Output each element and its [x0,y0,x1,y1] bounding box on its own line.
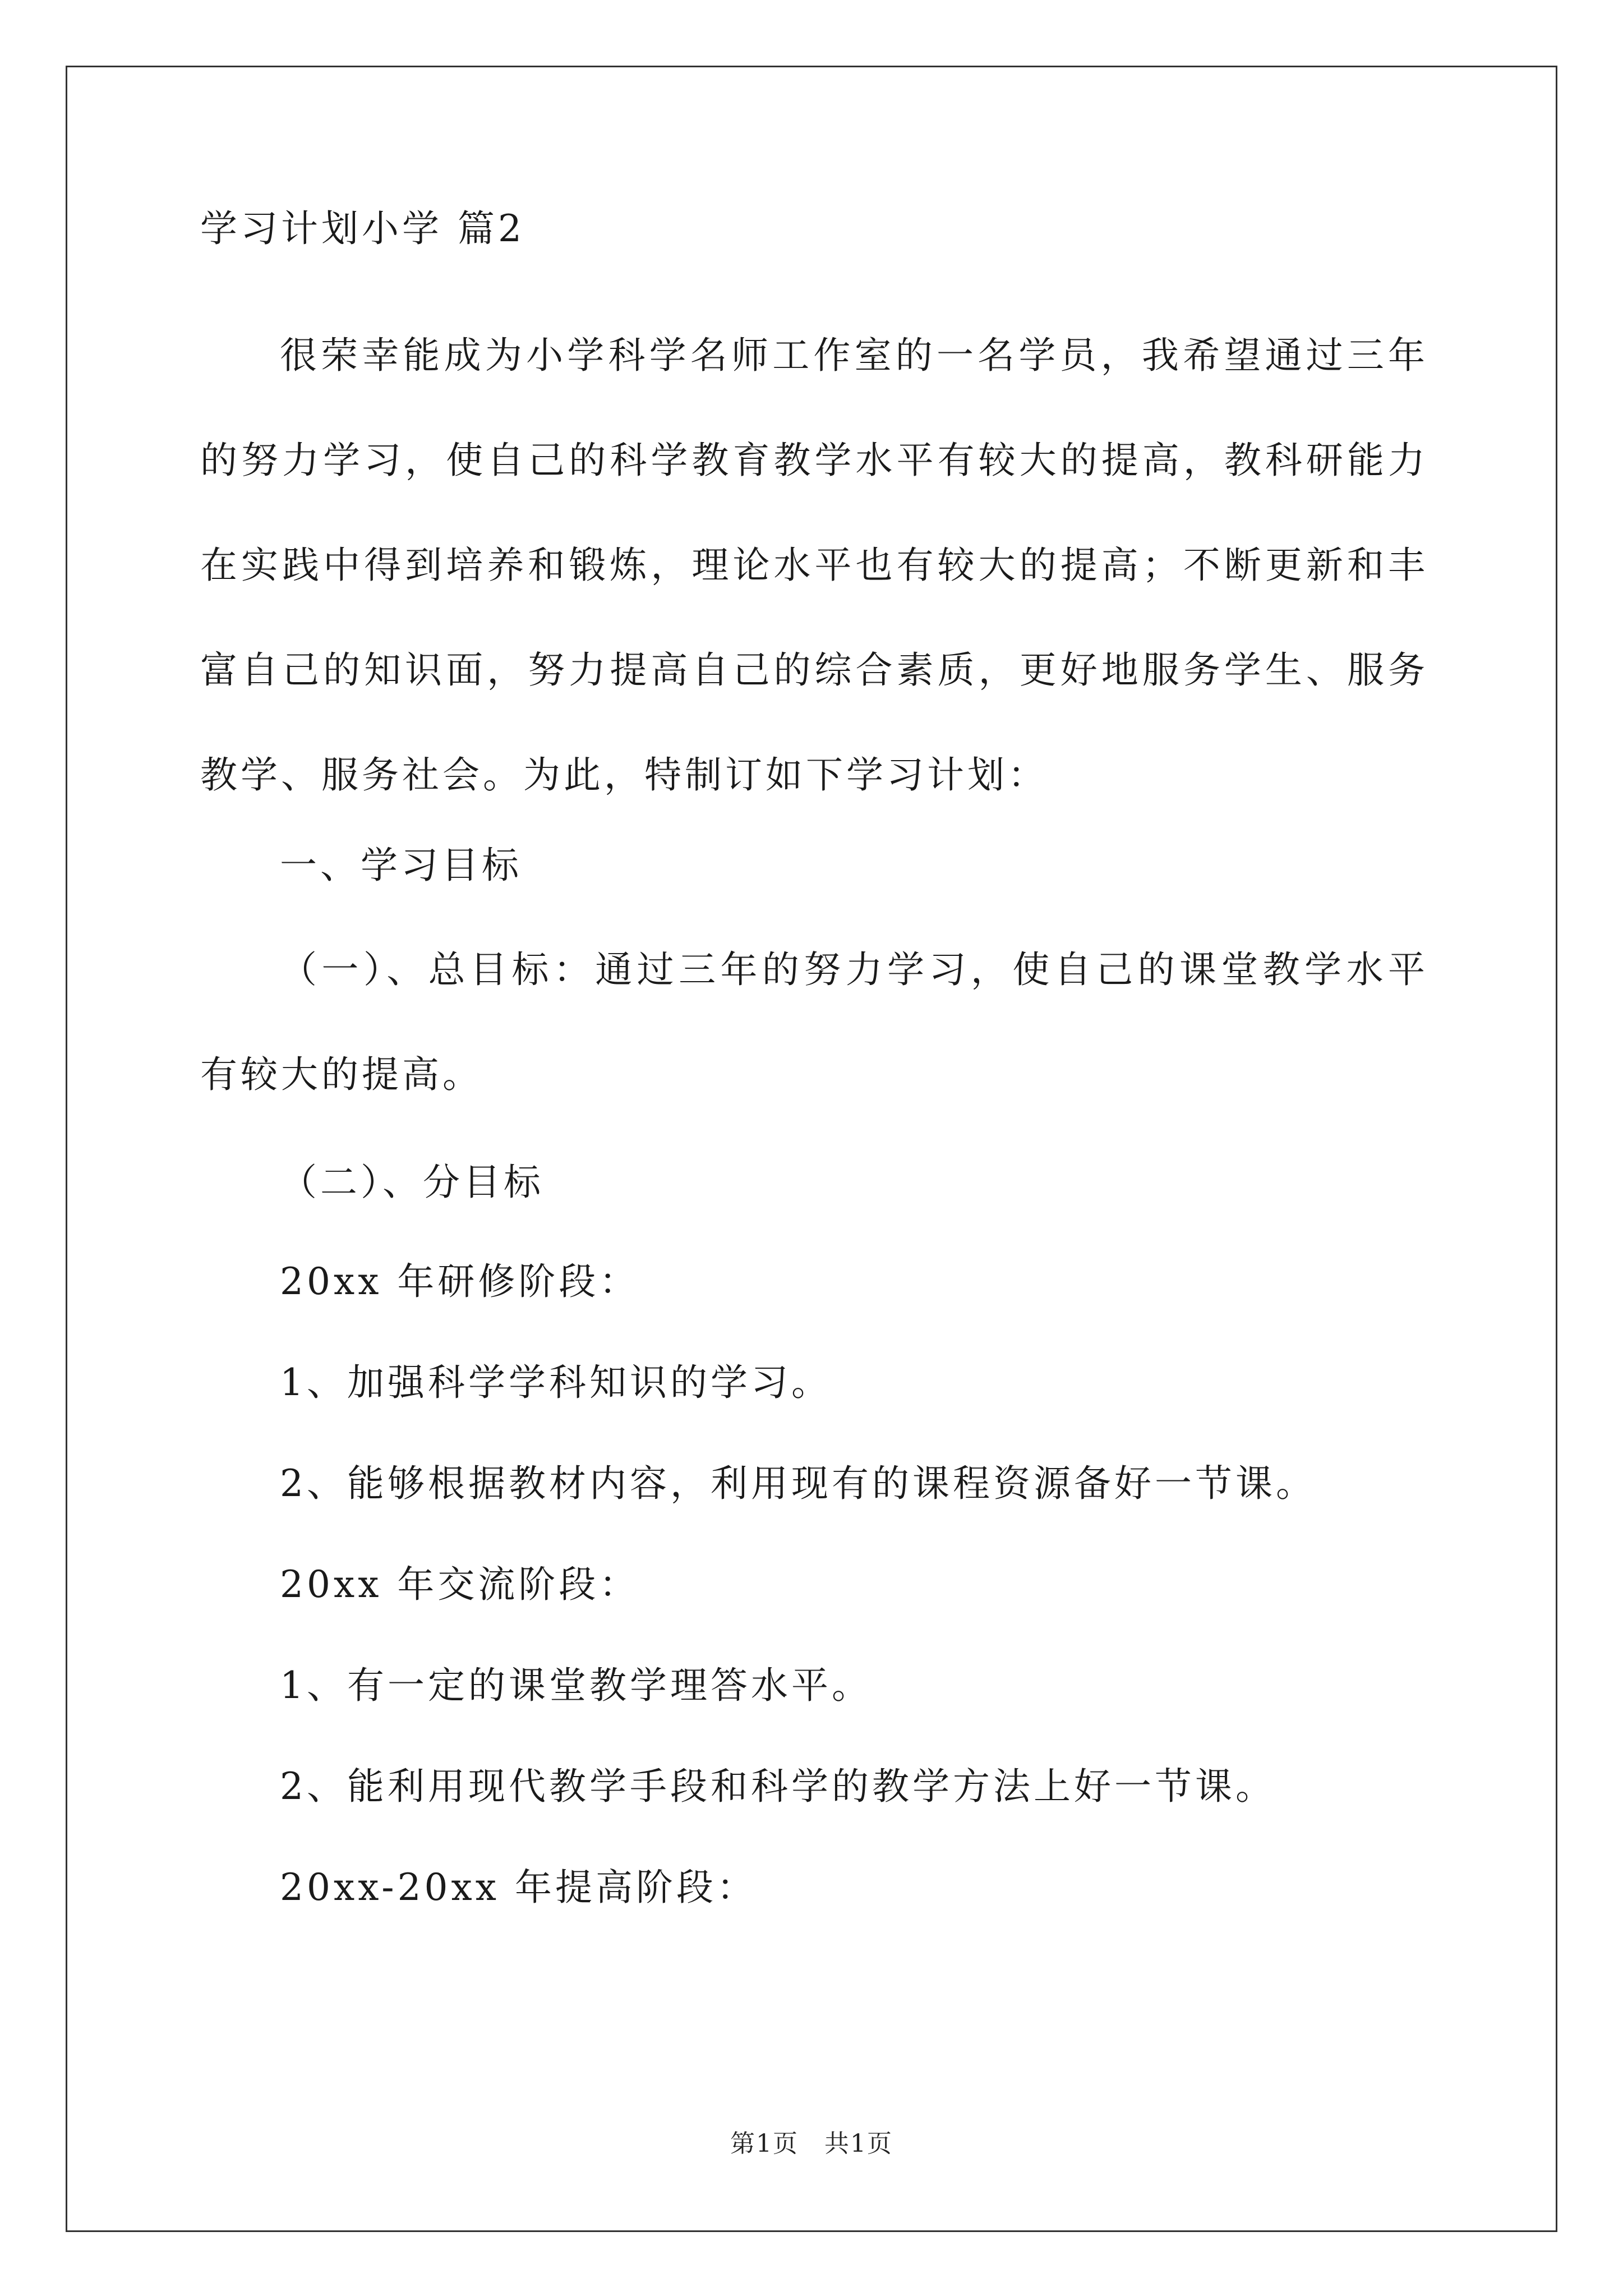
stage1-item: 2、能够根据教材内容，利用现有的课程资源备好一节课。 [280,1462,1316,1505]
stage1-item: 1、加强科学学科知识的学习。 [280,1361,832,1404]
stage2-title: 20xx 年交流阶段： [280,1563,640,1606]
intro-paragraph: 很荣幸能成为小学科学名师工作室的一名学员，我希望通过三年的努力学习，使自己的科学教育教学水平有较大的提高，教科研能力在实践中得到培养和锻炼，理论水平也有较大的提高；不断更新和丰富自己的知识面，努力提高自己的综合素质，更好地服务学生、服务教学、服务社会。为此，特制订如下学习计划： [200,334,1428,797]
stage3-title: 20xx-20xx 年提高阶段： [280,1866,757,1909]
page-number: 第1页 共1页 [730,2129,893,2158]
total-goal-paragraph: （一）、总目标：通过三年的努力学习，使自己的课堂教学水平有较大的提高。 [200,948,1428,1096]
sub-goal-heading: （二）、分目标 [280,1161,544,1204]
document-heading: 学习计划小学 篇2 [200,207,525,250]
stage2-item: 1、有一定的课堂教学理答水平。 [280,1664,872,1707]
section-heading-goals: 一、学习目标 [280,844,522,887]
stage2-item: 2、能利用现代教学手段和科学的教学方法上好一节课。 [280,1765,1276,1808]
stage1-title: 20xx 年研修阶段： [280,1260,640,1303]
